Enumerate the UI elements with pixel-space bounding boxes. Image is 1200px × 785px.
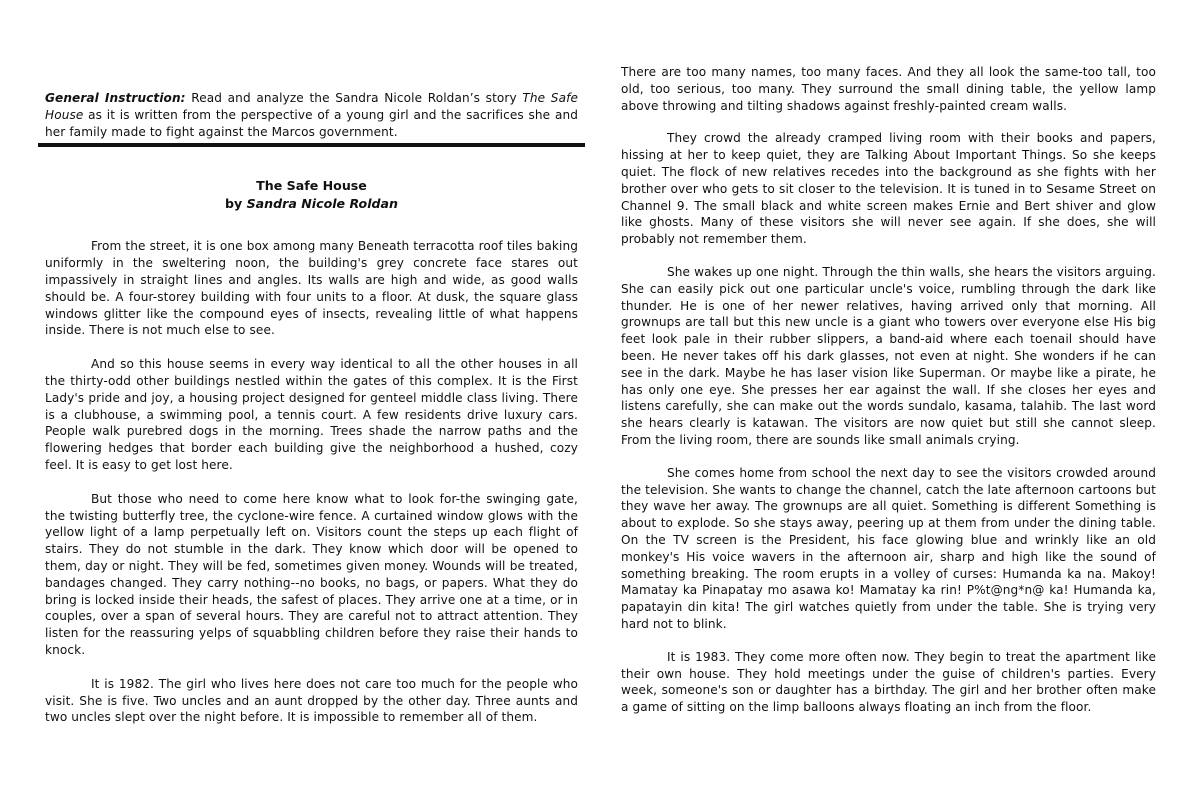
story-heading bbox=[45, 177, 578, 212]
story-paragraph: There are too many names, too many faces. And they all look the same-too tall, too old, too serious, too many. They surround the small dining table, the yellow lamp above throwing and tilting shadows against freshly-painted cream walls. bbox=[621, 65, 1156, 113]
story-paragraph: They crowd the already cramped living room with their books and papers, hissing at her to keep quiet, they are Talking About Important Things. So she keeps quiet. The flock of new relatives recedes into the background as she fights with her brother over who gets to sit closer to the television. It is tuned in to Sesame Street on Channel 9. The small black and white screen makes Ernie and Bert shiver and glow like ghosts. Many of these visitors she will never see again. If she does, she will probably not remember them. bbox=[621, 131, 1156, 247]
horizontal-rule bbox=[38, 143, 585, 147]
story-paragraph: From the street, it is one box among many Beneath terracotta roof tiles baking uniformly in the sweltering noon, the building's grey concrete face stares out impassively in straight lines and angles. Its walls are high and wide, as good walls should be. A four-storey building with four units to a floor. At dusk, the square glass windows glitter like the compound eyes of insects, revealing little of what happens inside. There is not much else to see. bbox=[45, 239, 578, 338]
left-column bbox=[45, 90, 578, 743]
instruction-text-1: Read and analyze the Sandra Nicole Roldan’s story bbox=[185, 91, 523, 105]
story-author: Sandra Nicole Roldan bbox=[246, 195, 398, 211]
story-title: The Safe House bbox=[256, 178, 367, 194]
byline-prefix: by bbox=[225, 195, 247, 211]
story-paragraph: She comes home from school the next day to see the visitors crowded around the television. She wants to change the channel, catch the late afternoon cartoons but they wave her away. The grownups are all quiet. Something is different Something is about to explode. So she stays away, peering up at them from under the dining table. On the TV screen is the President, his face glowing blue and wrinkly like an old monkey's His voice wavers in the afternoon air, sharp and high like the sound of something breaking. The room erupts in a volley of curses: Humanda ka na. Makoy! Mamatay ka Pinapatay mo asawa ko! Mamatay ka rin! P%t@ng*n@ ka! Humanda ka, papatayin din kita! The girl watches quietly from under the table. She is trying very hard not to blink. bbox=[621, 465, 1156, 631]
right-column bbox=[621, 64, 1156, 732]
story-paragraph: It is 1983. They come more often now. They begin to treat the apartment like their own house. They hold meetings under the guise of children's parties. Every week, someone's son or daughter has a birthday. The girl and her brother often make a game of sitting on the limp balloons always floating an inch from the floor. bbox=[621, 649, 1156, 715]
story-byline bbox=[45, 195, 578, 213]
instruction-lead: General Instruction: bbox=[45, 91, 186, 105]
instruction-story-title: The Safe House bbox=[45, 91, 578, 122]
instruction-text-2: as it is written from the perspective of a young girl and the sacrifices she and her family made to fight against the Marcos government. bbox=[45, 107, 578, 139]
story-paragraph: She wakes up one night. Through the thin walls, she hears the visitors arguing. She can easily pick out one particular uncle's voice, rumbling through the dark like thunder. He is one of her newer relatives, having arrived only that morning. All grownups are tall but this new uncle is a giant who towers over everyone else His big feet look pale in their rubber slippers, a band-aid where each toenail should have been. He never takes off his dark glasses, not even at night. She wonders if he can see in the dark. Maybe he has laser vision like Superman. Or maybe like a pirate, he has only one eye. She presses her ear against the wall. If she closes her eyes and listens carefully, she can make out the words sundalo, kasama, talahib. The last word she hears clearly is katawan. The visitors are now quiet but still she cannot sleep. From the living room, there are sounds like small animals crying. bbox=[621, 264, 1156, 447]
story-paragraph: And so this house seems in every way identical to all the other houses in all the thirty-odd other buildings nestled within the gates of this complex. It is the First Lady's pride and joy, a housing project designed for genteel middle class living. There is a clubhouse, a swimming pool, a tennis court. A few residents drive luxury cars. People walk purebred dogs in the morning. Trees shade the narrow paths and the flowering hedges that border each building give the neighborhood a hushed, cozy feel. It is easy to get lost here. bbox=[45, 357, 578, 472]
story-paragraph: But those who need to come here know what to look for-the swinging gate, the twisting butterfly tree, the cyclone-wire fence. A curtained window glows with the yellow light of a lamp perpetually left on. Visitors count the steps up each flight of stairs. They do not stumble in the dark. They know which door will be opened to them, day or night. They will be fed, sometimes given money. Wounds will be treated, bandages changed. They carry nothing--no books, no bags, or papers. What they do bring is locked inside their heads, the safest of places. They arrive one at a time, or in couples, over a span of several hours. They are careful not to attract attention. They listen for the reassuring yelps of squabbling children before they raise their hands to knock. bbox=[45, 491, 578, 657]
general-instruction bbox=[45, 90, 578, 140]
story-paragraph: It is 1982. The girl who lives here does not care too much for the people who visit. She is five. Two uncles and an aunt dropped by the other day. Three aunts and two uncles slept over the night before. It is impossible to remember all of them. bbox=[45, 676, 578, 725]
